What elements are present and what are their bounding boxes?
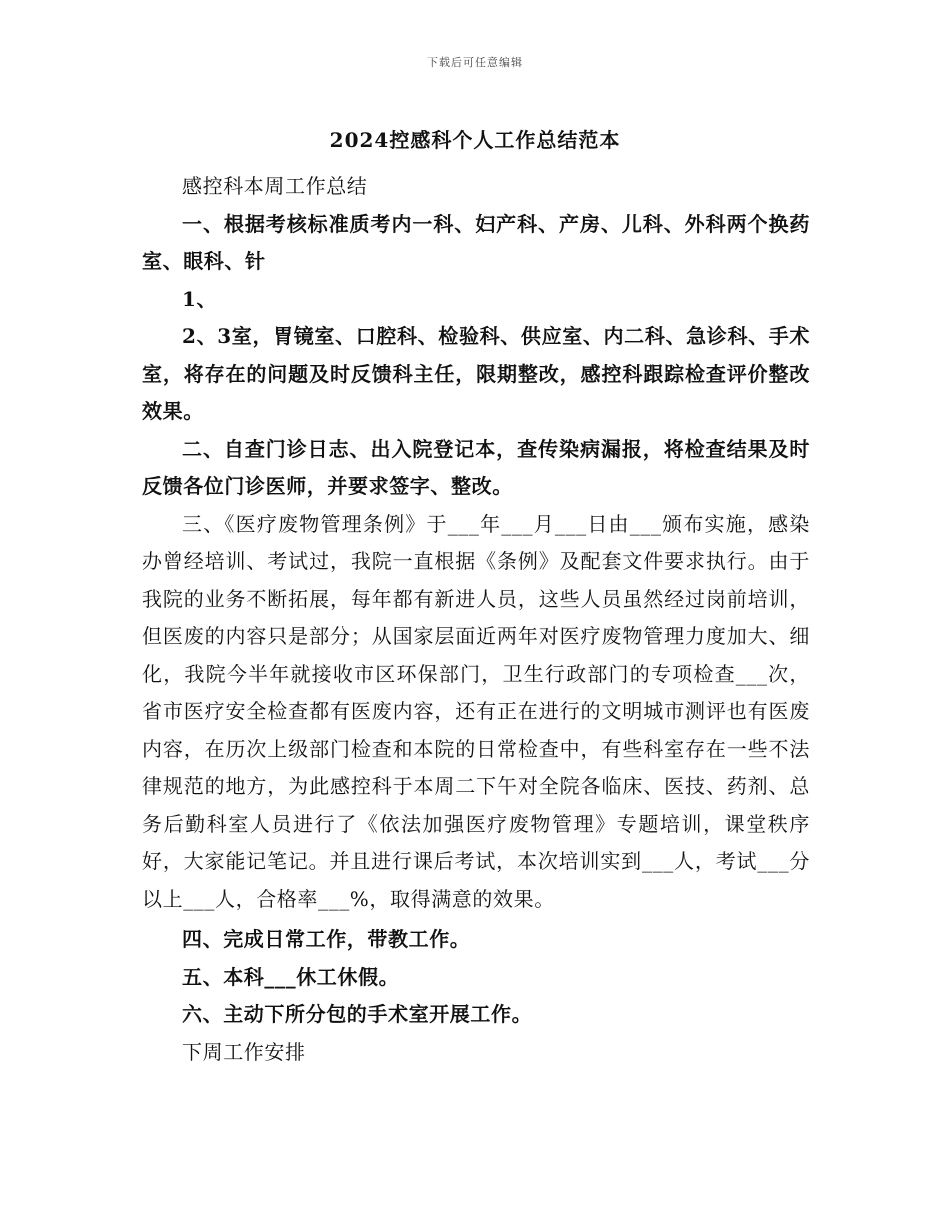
paragraph-item-3: 三、《医疗废物管理条例》于___年___月___日由___颁布实施，感染办曾经培训、考试过，我院一直根据《条例》及配套文件要求执行。由于我院的业务不断拓展，每年都有新进人员，这些人员虽然经过岗前培训，但医废的内容只是部分；从国家层面近两年对医疗废物管理力度加大、细化，我院今半年就接收市区环保部门，卫生行政部门的专项检查___次，省市医疗安全检查都有医废内容，还有正在进行的文明城市测评也有医废内容，在历次上级部门检查和本院的日常检查中，有些科室存在一些不法律规范的地方，为此感控科于本周二下午对全院各临床、医技、药剂、总务后勤科室人员进行了《依法加强医疗废物管理》专题培训，课堂秩序好，大家能记笔记。并且进行课后考试，本次培训实到___人，考试___分以上___人，合格率___%，取得满意的效果。 (142, 511, 810, 911)
paragraph-item-1-sub-2: 2、3室，胃镜室、口腔科、检验科、供应室、内二科、急诊科、手术室，将存在的问题及时反馈科主任，限期整改，感控科跟踪检查评价整改效果。 (142, 324, 810, 423)
document-title: 2024控感科个人工作总结范本 (329, 128, 621, 152)
paragraph-next-week-plan: 下周工作安排 (182, 1039, 306, 1064)
page-header: 下载后可任意编辑 (427, 56, 523, 69)
paragraph-item-6: 六、主动下所分包的手术室开展工作。 (182, 1002, 533, 1026)
paragraph-item-4: 四、完成日常工作，带教工作。 (182, 927, 471, 951)
paragraph-item-1-sub: 1、 (182, 286, 218, 311)
paragraph-weekly-summary: 感控科本周工作总结 (182, 174, 368, 198)
document-body (142, 168, 810, 1071)
paragraph-item-2: 二、自查门诊日志、出入院登记本，查传染病漏报，将检查结果及时反馈各位门诊医师，并要求签字、整改。 (142, 436, 810, 498)
paragraph-item-1: 一、根据考核标准质考内一科、妇产科、产房、儿科、外科两个换药室、眼科、针 (142, 211, 810, 273)
paragraph-item-5: 五、本科___休工休假。 (182, 964, 400, 989)
